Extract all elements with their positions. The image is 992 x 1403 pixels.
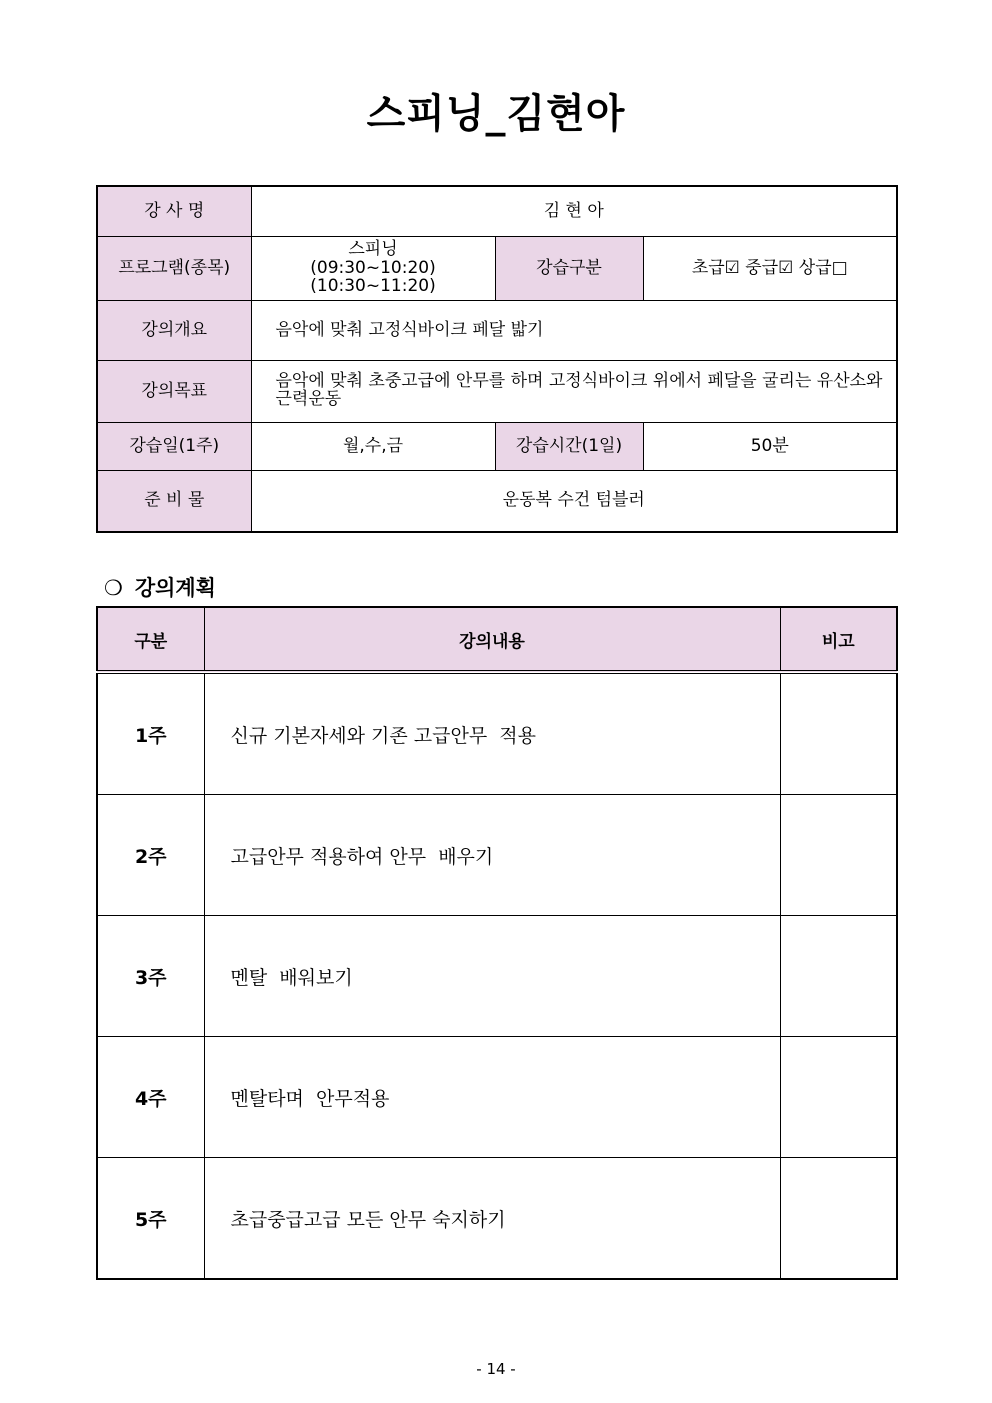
program-time-2: (10:30~11:20) (310, 276, 436, 297)
table-row (97, 916, 897, 1037)
lecture-plan-table (96, 606, 898, 1280)
note-cell (780, 672, 897, 795)
level-label: 강습구분 (495, 236, 643, 300)
week-cell: 5주 (97, 1158, 204, 1280)
duration-value: 50분 (643, 422, 897, 470)
schedule-row (97, 422, 897, 470)
section-title: 강의계획 (134, 576, 216, 600)
supplies-value: 운동복 수건 텀블러 (251, 470, 897, 532)
content-cell: 고급안무 적용하여 안무 배우기 (204, 795, 780, 916)
section-heading (104, 572, 216, 602)
note-cell (780, 916, 897, 1037)
note-cell (780, 1037, 897, 1158)
note-cell (780, 795, 897, 916)
duration-label: 강습시간(1일) (495, 422, 643, 470)
instructor-row (97, 186, 897, 236)
instructor-label: 강 사 명 (97, 186, 251, 236)
overview-label: 강의개요 (97, 300, 251, 360)
content-cell: 멘탈타며 안무적용 (204, 1037, 780, 1158)
table-row (97, 1037, 897, 1158)
days-value: 월,수,금 (251, 422, 495, 470)
program-label: 프로그램(종목) (97, 236, 251, 300)
supplies-label: 준 비 물 (97, 470, 251, 532)
header-content: 강의내용 (204, 607, 780, 672)
supplies-row (97, 470, 897, 532)
program-time-1: (09:30~10:20) (310, 257, 436, 278)
week-cell: 1주 (97, 672, 204, 795)
goal-row (97, 360, 897, 422)
page-number: - 14 - (476, 1360, 516, 1378)
program-name: 스피닝 (348, 238, 398, 259)
overview-row (97, 300, 897, 360)
content-cell: 멘탈 배워보기 (204, 916, 780, 1037)
overview-value: 음악에 맞춰 고정식바이크 페달 밟기 (251, 300, 897, 360)
header-division: 구분 (97, 607, 204, 672)
instructor-value: 김 현 아 (251, 186, 897, 236)
week-cell: 4주 (97, 1037, 204, 1158)
goal-value: 음악에 맞춰 초중고급에 안무를 하며 고정식바이크 위에서 페달을 굴리는 유산소와 근력운동 (251, 360, 897, 422)
table-row (97, 1158, 897, 1280)
week-cell: 3주 (97, 916, 204, 1037)
goal-label: 강의목표 (97, 360, 251, 422)
program-row (97, 236, 897, 300)
program-value (251, 236, 495, 300)
header-note: 비고 (780, 607, 897, 672)
page-title: 스피닝_김현아 (366, 91, 626, 137)
table-row (97, 795, 897, 916)
content-cell: 초급중급고급 모든 안무 숙지하기 (204, 1158, 780, 1280)
table-row (97, 672, 897, 795)
content-cell: 신규 기본자세와 기존 고급안무 적용 (204, 672, 780, 795)
course-info-table (96, 185, 898, 533)
level-value: 초급☑ 중급☑ 상급□ (643, 236, 897, 300)
week-cell: 2주 (97, 795, 204, 916)
note-cell (780, 1158, 897, 1280)
days-label: 강습일(1주) (97, 422, 251, 470)
plan-header-row (97, 607, 897, 672)
circle-bullet-icon: ❍ (104, 576, 123, 600)
